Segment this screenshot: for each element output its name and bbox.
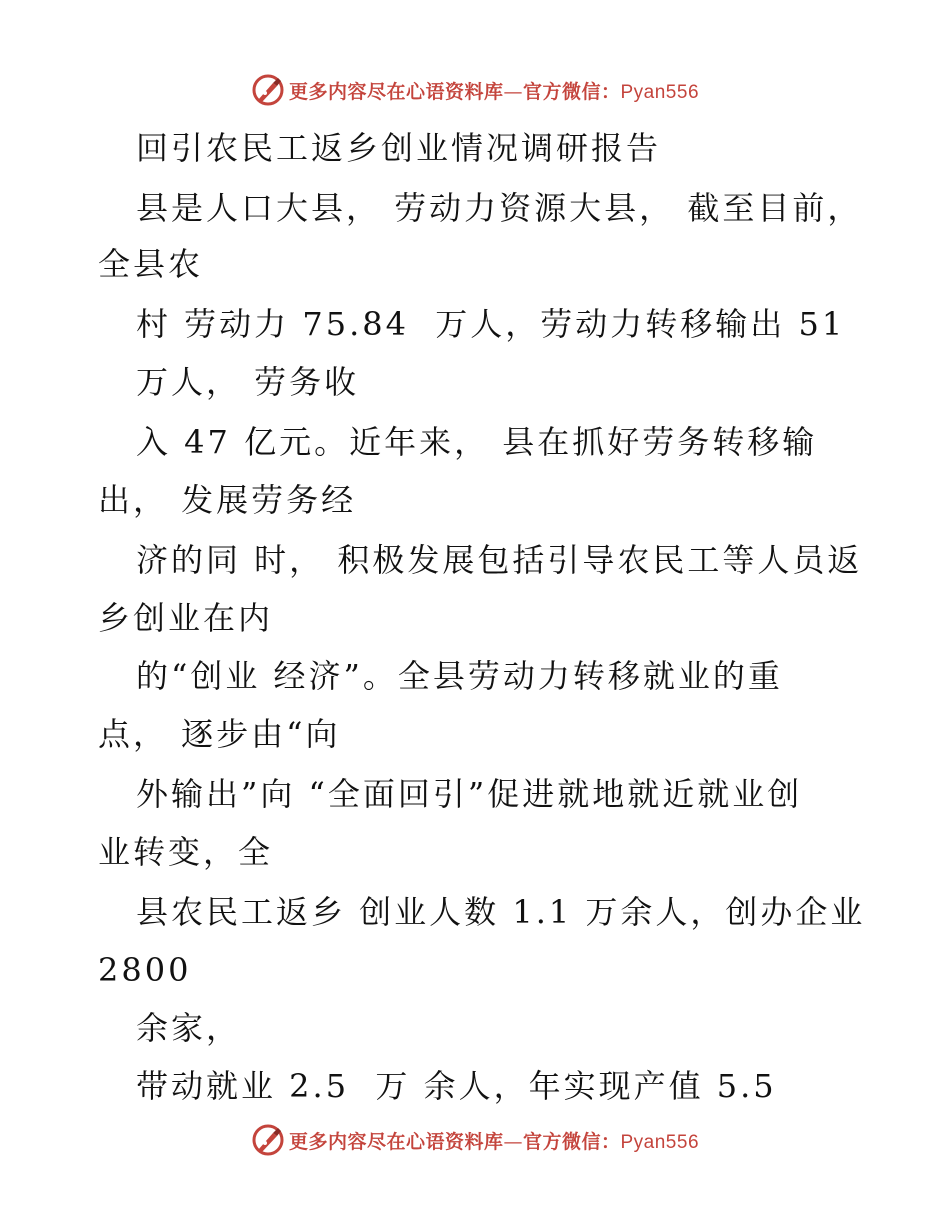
- text-line: 点， 逐步由“向: [98, 715, 341, 753]
- text-line: 全县农: [98, 245, 204, 283]
- text-line: 乡创业在内: [98, 599, 274, 637]
- pen-logo-icon: [251, 73, 285, 107]
- pen-logo-icon: [251, 1123, 285, 1157]
- footer-watermark: [0, 1120, 950, 1160]
- text-line: 出， 发展劳务经: [98, 481, 357, 519]
- text-line: 县是人口大县， 劳动力资源大县， 截至目前，: [136, 189, 863, 227]
- document-title: 回引农民工返乡创业情况调研报告: [136, 129, 662, 167]
- text-line: 县农民工返乡 创业人数 1.1 万余人，创办企业: [136, 893, 866, 931]
- text-line: 万人， 劳务收: [136, 363, 360, 401]
- text-line: 外输出”向 “全面回引”促进就地就近就业创: [136, 775, 803, 813]
- watermark-text: 更多内容尽在心语资料库—官方微信：Pyan556: [288, 80, 700, 103]
- text-line: 的“创业 经济”。全县劳动力转移就业的重: [136, 657, 783, 695]
- header-watermark: [0, 70, 950, 110]
- text-line: 2800: [98, 951, 192, 989]
- text-line: 余家，: [136, 1009, 242, 1047]
- text-line: 济的同 时， 积极发展包括引导农民工等人员返: [136, 541, 863, 579]
- text-line: 村 劳动力 75.84 万人，劳动力转移输出 51: [136, 305, 846, 343]
- watermark-text: 更多内容尽在心语资料库—官方微信：Pyan556: [288, 1130, 700, 1153]
- text-line: 入 47 亿元。近年来， 县在抓好劳务转移输: [136, 423, 818, 461]
- text-line: 业转变，全: [98, 833, 274, 871]
- text-line: 带动就业 2.5 万 余人，年实现产值 5.5: [136, 1067, 777, 1105]
